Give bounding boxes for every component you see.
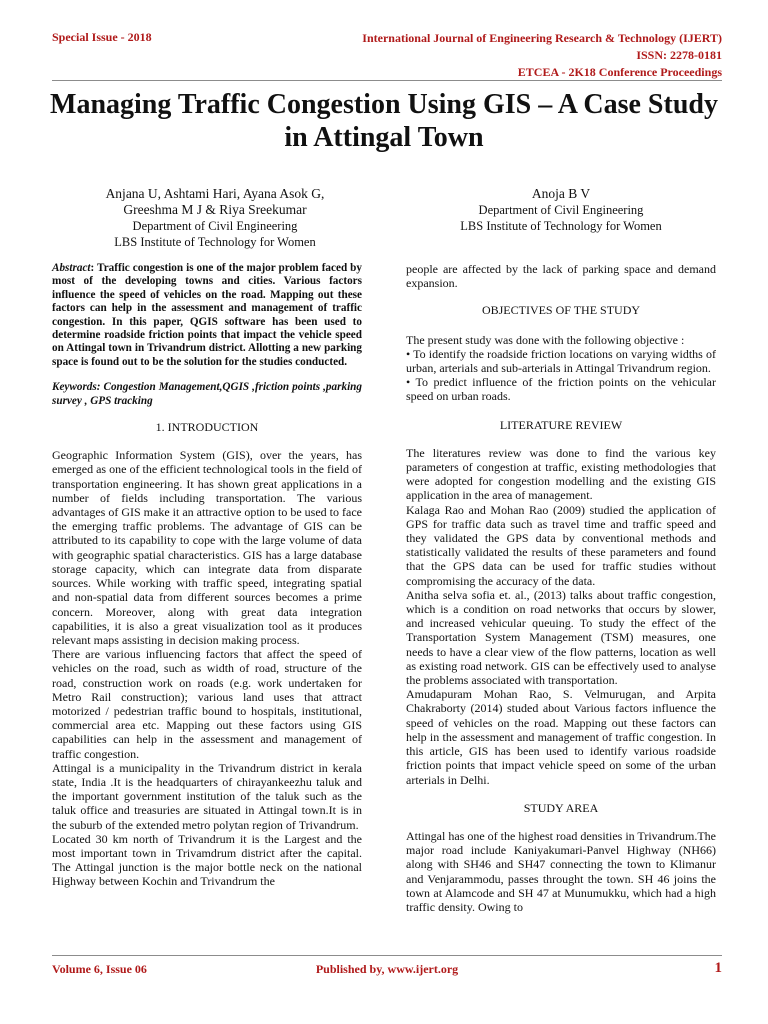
objective-item: • To identify the roadside friction locations on varying widths of urban, arterials and sub-arterials in Attingal Trivandrum region. xyxy=(406,346,716,376)
authors-right xyxy=(400,186,722,234)
header-divider xyxy=(52,80,722,81)
author-name: Anoja B V xyxy=(531,186,591,201)
author-institution: LBS Institute of Technology for Women xyxy=(460,219,662,233)
author-names-line2: Greeshma M J & Riya Sreekumar xyxy=(123,202,307,217)
journal-name: International Journal of Engineering Research & Technology (IJERT) xyxy=(362,31,722,45)
objective-item: • To predict influence of the friction points on the vehicular speed on urban roads. xyxy=(406,375,716,404)
special-issue-label: Special Issue - 2018 xyxy=(52,30,152,44)
paper-title: Managing Traffic Congestion Using GIS – A Case Study in Attingal Town xyxy=(50,89,718,153)
paragraph: people are affected by the lack of parking space and demand expansion. xyxy=(406,262,716,291)
journal-info xyxy=(362,30,722,81)
abstract xyxy=(52,262,362,369)
author-department: Department of Civil Engineering xyxy=(478,203,644,217)
right-column xyxy=(406,262,716,914)
left-column xyxy=(52,262,362,889)
paragraph: Attingal has one of the highest road densities in Trivandrum.The major road include Kaniyakumari-Panvel Highway (NH66) along with SH46 and SH47 connecting the town to Klimanur and Venjarammodu, passes throught the town. SH 46 joins the town at Alamcode and SH 47 at Munumukku, which had a high traffic density. Owing to xyxy=(406,828,716,914)
author-institution: LBS Institute of Technology for Women xyxy=(114,235,316,249)
volume-issue: Volume 6, Issue 06 xyxy=(52,962,147,976)
authors-left xyxy=(40,186,390,250)
paragraph: Anitha selva sofia et. al., (2013) talks about traffic congestion, which is a condition on road networks that occurs by slower, and increased vehicular queuing. To study the effect of the Transportation System Management (TSM) measures, one needs to have a clear view of the flow patterns, location as well as existing road network. GIS can be effectively used to analyse the problems associated with transportation. xyxy=(406,587,716,688)
section-heading-literature-review: LITERATURE REVIEW xyxy=(499,417,623,432)
author-department: Department of Civil Engineering xyxy=(132,219,298,233)
abstract-label: Abstract xyxy=(52,262,91,274)
page-number: 1 xyxy=(714,960,722,976)
page-footer xyxy=(52,958,722,982)
page-header xyxy=(52,30,722,79)
paragraph: Attingal is a municipality in the Trivandrum district in kerala state, India .It is the headquarters of chirayankeezhu taluk and the important government institution of the taluk such as the taluk office and treasuries are situated in Attingal town.It is in the suburb of the extended metro polytan region of Trivandrum. xyxy=(52,760,362,832)
abstract-text: : Traffic congestion is one of the major problem faced by most of the developing towns and cities. Various factors influence the speed of vehicles on the road. Mapping out these factors can help in the assessment and management of traffic congestion. In this paper, QGIS software has been used to determine roadside friction points that impact the vehicle speed on Attingal town in Trivandrum district. Allotting a new parking space is found out to be the solution for the studies conducted. xyxy=(52,262,362,368)
paragraph: Amudapuram Mohan Rao, S. Velmurugan, and Arpita Chakraborty (2014) studed about Various factors influence the speed of vehicles on the road. Mapping out these factors can help in the assessment and management of traffic congestion. In this article, GIS has been used to identify various roadside friction points that impact vehicle speed on some of the urban arterials in Delhi. xyxy=(406,687,716,787)
paragraph: Located 30 km north of Trivandrum it is the Largest and the most important town in Trivamdrum district after the capital. The Attingal junction is the major bottle neck on the national Highway between Kochin and Trivandrum the xyxy=(52,831,362,889)
paragraph: Geographic Information System (GIS), over the years, has emerged as one of the efficient technological tools in the field of transportation engineering. It has shown great applications in a number of fields including transportation. The various advantages of GIS make it an attractive option to be used to face the emerging traffic problems. The advantage of GIS can be attributed to its capability to cope with the large volume of data with geographic spatial characteristics. GIS has a large database storage capacity, which can integrate data from disparate sources. While working with traffic speed, integrating spatial and non-spatial data from different sources becomes a prime concern. Moreover, along with great data integration capabilities, it is also a great visualization tool as it produces relevant maps assisting in decision making process. xyxy=(52,448,362,647)
section-heading-study-area: STUDY AREA xyxy=(523,800,599,815)
author-names-line1: Anjana U, Ashtami Hari, Ayana Asok G, xyxy=(105,186,325,201)
publisher: Published by, www.ijert.org xyxy=(315,962,459,976)
conference-proceedings: ETCEA - 2K18 Conference Proceedings xyxy=(517,65,722,79)
paragraph: The literatures review was done to find the various key parameters of congestion at traffic, existing methodologies that were adopted for congestion modelling and the existing GIS application in the area of management. xyxy=(406,445,716,503)
section-heading-introduction: 1. INTRODUCTION xyxy=(155,420,259,435)
footer-divider xyxy=(52,955,722,956)
issn: ISSN: 2278-0181 xyxy=(636,48,722,62)
keywords: Keywords: Congestion Management,QGIS ,friction points ,parking survey , GPS tracking xyxy=(52,381,362,407)
section-heading-objectives: OBJECTIVES OF THE STUDY xyxy=(481,303,641,318)
paragraph: Kalaga Rao and Mohan Rao (2009) studied the application of GPS for traffic data such as travel time and traffic speed and they validated the GPS data by conventional methods and statistically validated the results of these parameters and found that the GPS data can be used for traffic studies without compromising the accuracy of the data. xyxy=(406,502,716,588)
paragraph: There are various influencing factors that affect the speed of vehicles on the road, such as width of road, structure of the road, construction work on roads (e.g. work undertaken for Metro Rail construction); various land uses that attract motorized / pedestrian traffic bound to hospitals, institutional, commercial area etc. Mapping out these factors using GIS capabilities can help in the assessment and management of traffic congestion. xyxy=(52,647,362,761)
paragraph: The present study was done with the following objective : xyxy=(406,332,685,347)
